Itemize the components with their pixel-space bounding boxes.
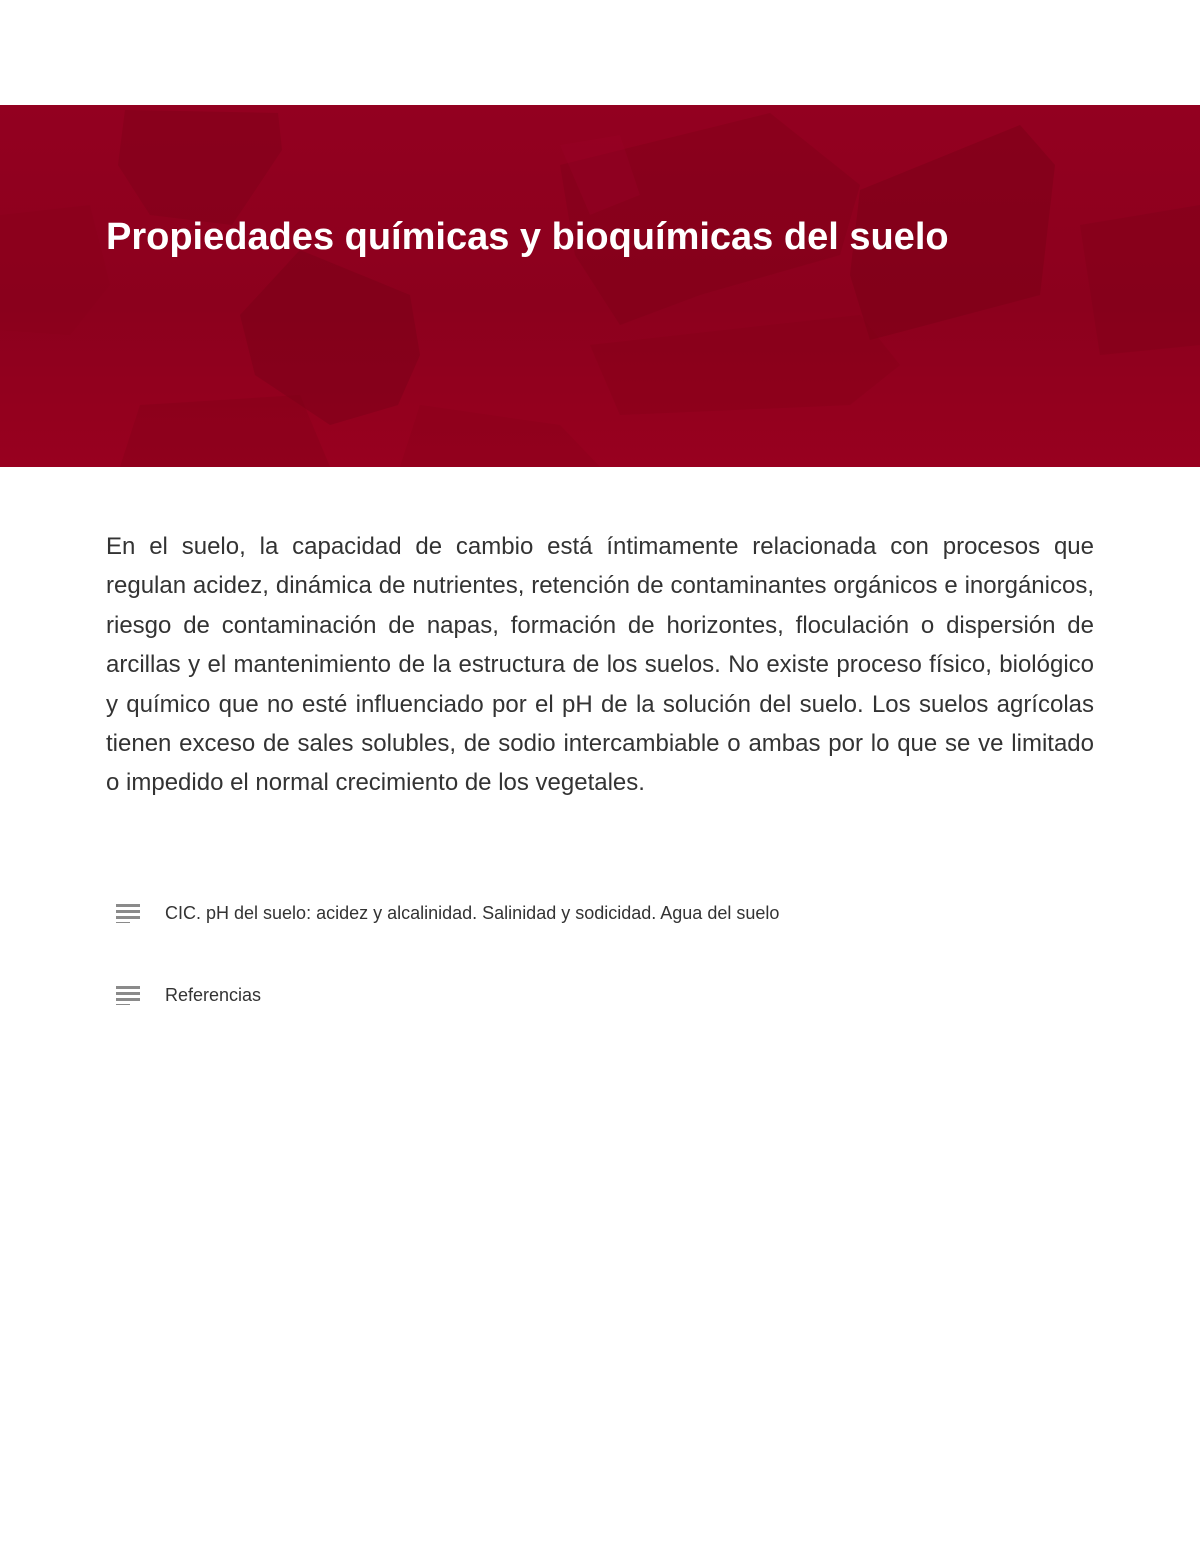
hero-banner	[0, 105, 1200, 467]
lesson-item-cic-ph[interactable]	[106, 893, 1006, 933]
lesson-label: Referencias	[165, 984, 262, 1005]
hero-background-image	[0, 105, 1200, 467]
text-lines-icon	[106, 901, 150, 925]
lesson-item-referencias[interactable]	[106, 975, 1006, 1015]
intro-paragraph: En el suelo, la capacidad de cambio está íntimamente relacionada con procesos que regulan acidez, dinámica de nutrientes, retención de contaminantes orgánicos e inorgánicos, riesgo de contaminación de napas, formación de horizontes, floculación o dispersión de arcillas y el mantenimiento de la estructura de los suelos. No existe proceso físico, biológico y químico que no esté influenciado por el pH de la solución del suelo. Los suelos agrícolas tienen exceso de sales solubles, de sodio intercambiable o ambas por lo que se ve limitado o impedido el normal crecimiento de los vegetales.	[106, 533, 1094, 797]
text-lines-icon	[106, 983, 150, 1007]
page-title: Propiedades químicas y bioquímicas del suelo	[106, 216, 949, 258]
lesson-label: CIC. pH del suelo: acidez y alcalinidad. Salinidad y sodicidad. Agua del suelo	[165, 902, 780, 923]
